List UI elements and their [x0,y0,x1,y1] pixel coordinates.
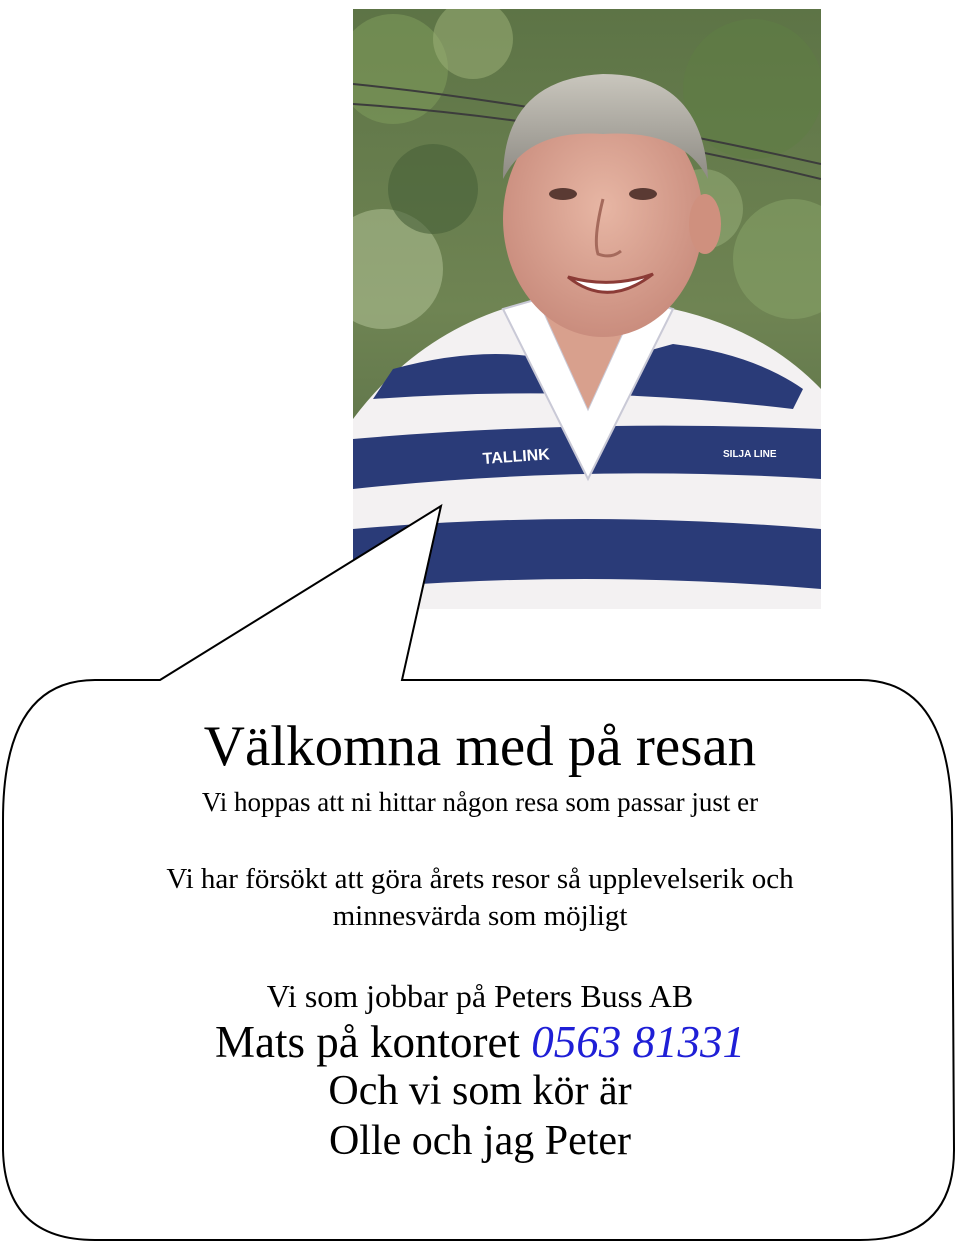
drivers-line-1: Och vi som kör är [328,1068,632,1114]
body-line-1: Vi har försökt att göra årets resor så upplevelserik och [166,863,794,895]
drivers-line-2: Olle och jag Peter [328,1118,632,1164]
intro-line: Vi hoppas att ni hittar någon resa som passar just er [201,787,759,817]
headline: Välkomna med på resan [203,715,757,778]
shirt-text-left: TALLINK [482,446,551,468]
body-line-2: minnesvärda som möjligt [332,900,628,932]
company-line: Vi som jobbar på Peters Buss AB [266,978,694,1014]
office-contact-label: Mats på kontoret [215,1017,532,1067]
shirt-text-right: SILJA LINE [723,449,777,460]
office-contact-line [60,1016,900,1068]
phone-number[interactable]: 0563 81331 [531,1017,745,1067]
